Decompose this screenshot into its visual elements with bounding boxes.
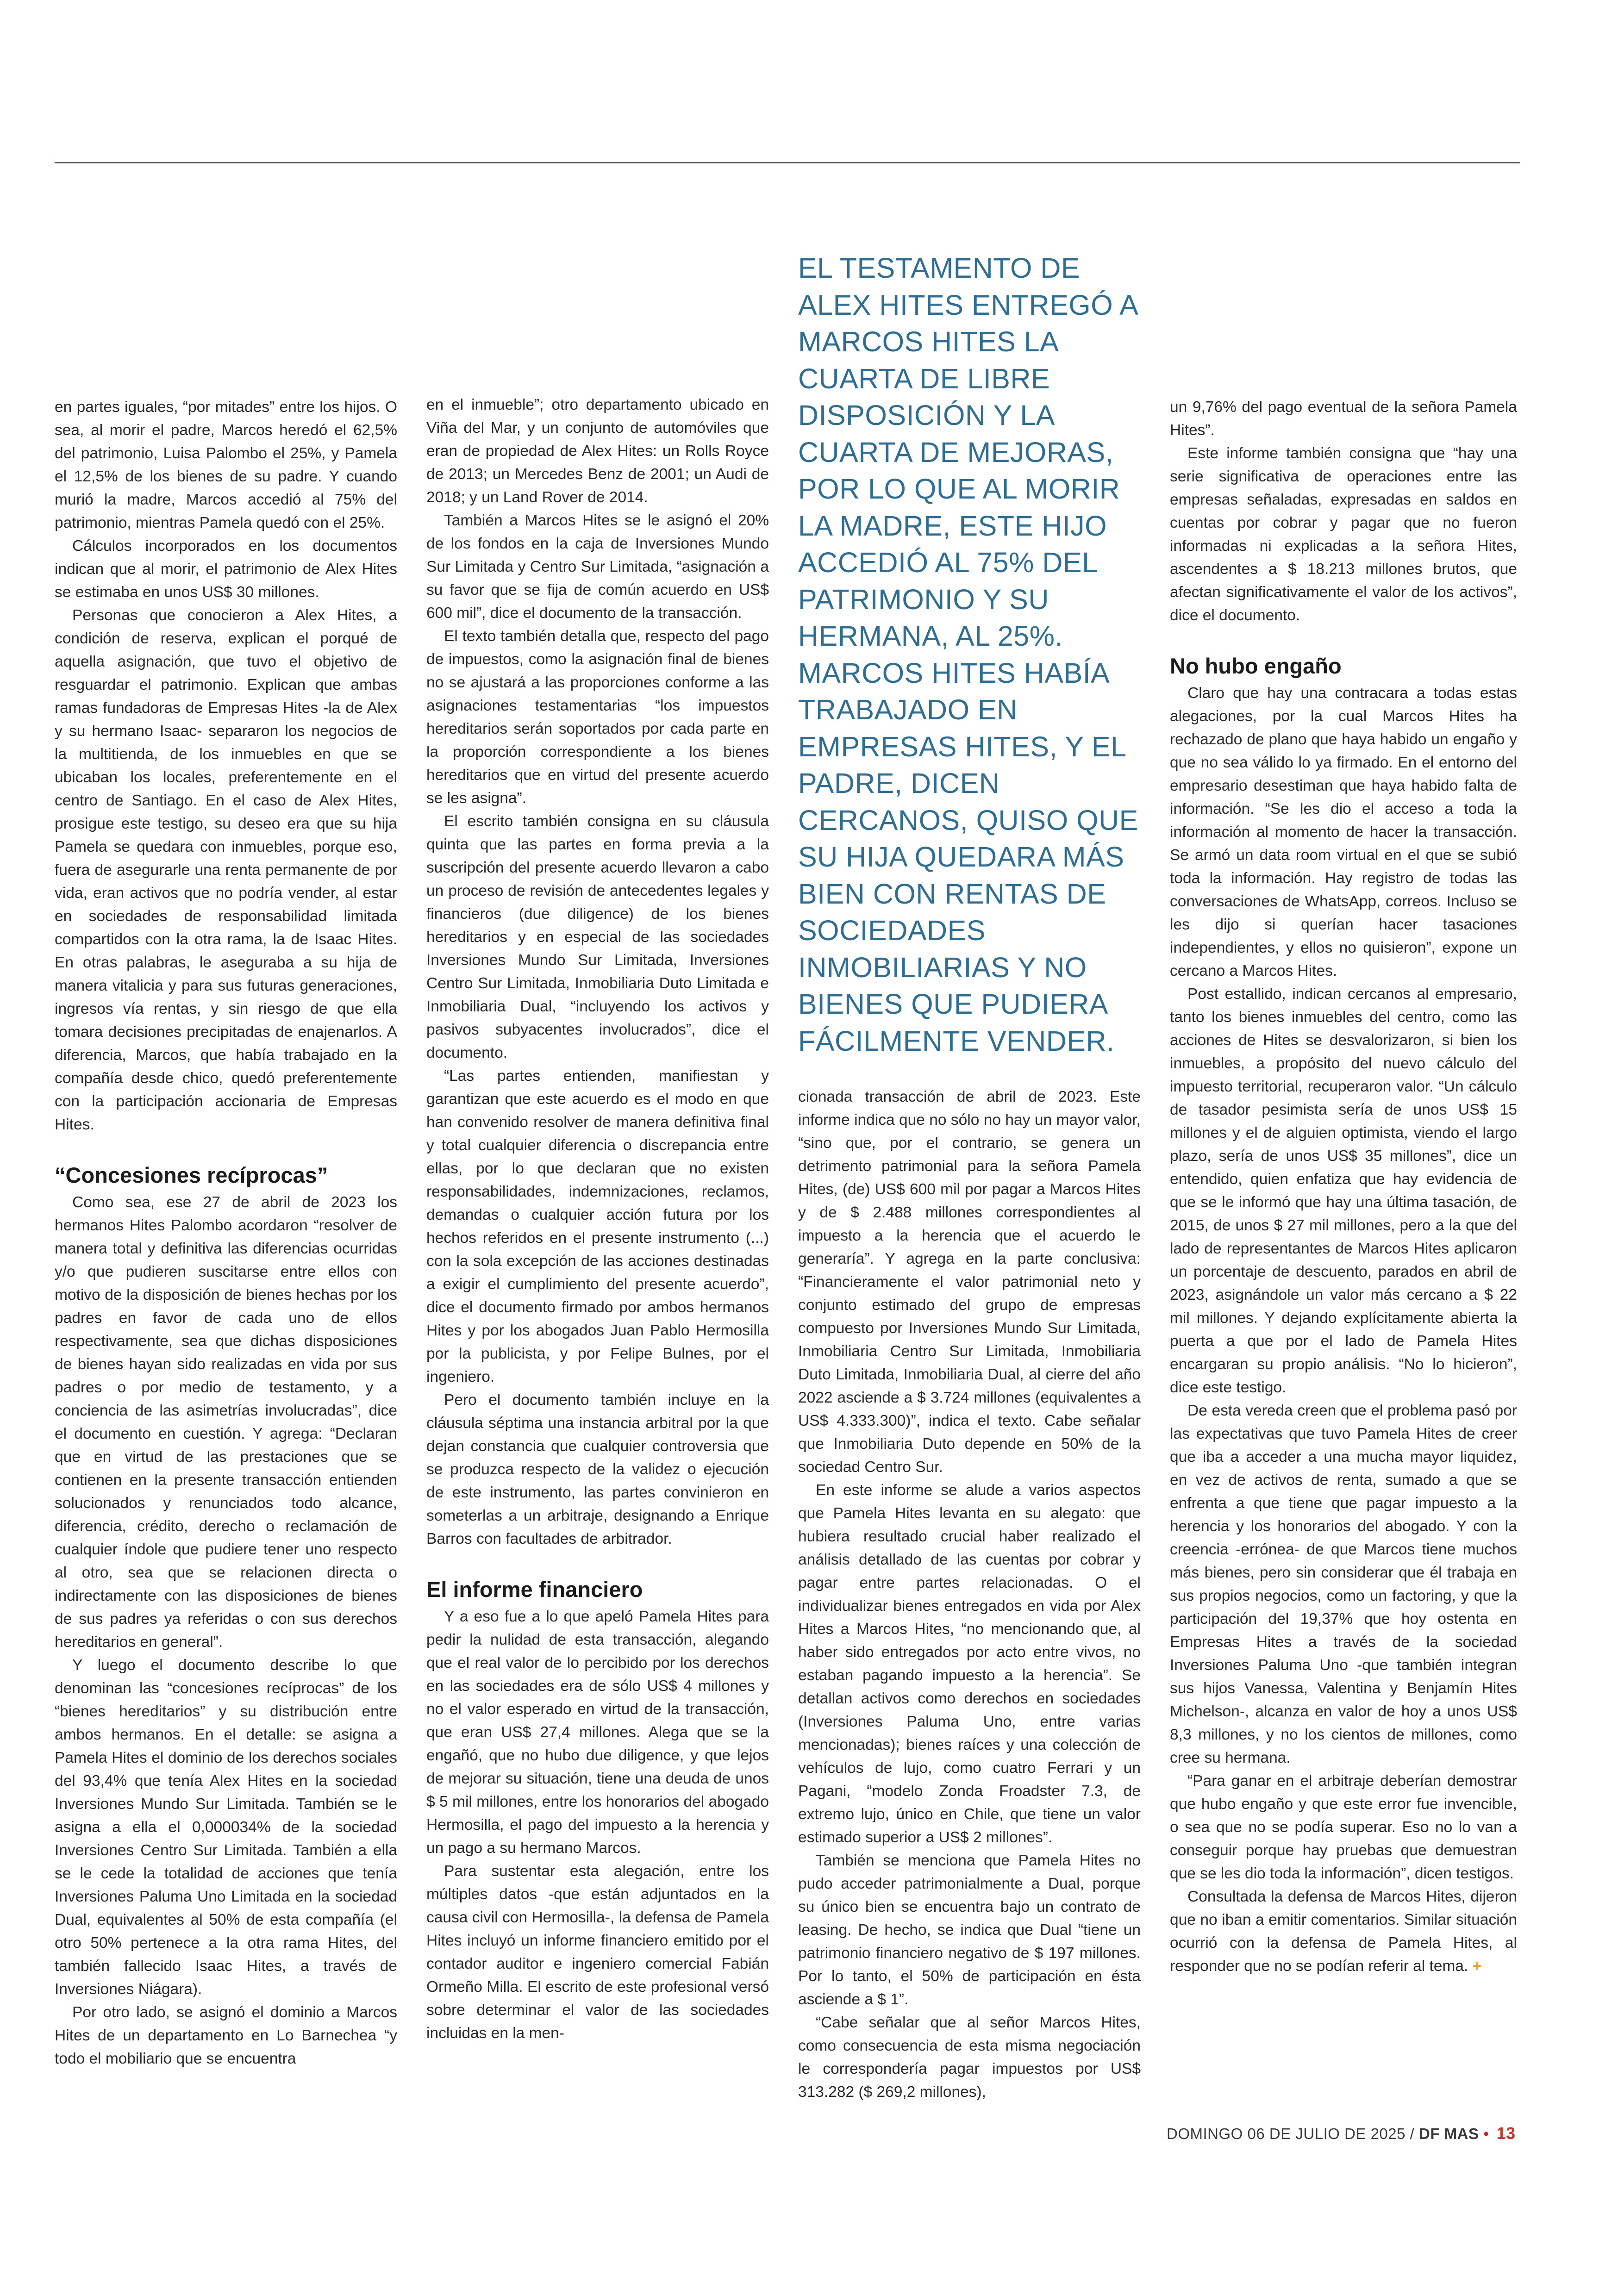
paragraph: en el inmueble”; otro departamento ubicado en Viña del Mar, y un conjunto de automóviles que eran de propiedad de Alex Hites: un Rolls Royce de 2013; un Mercedes Benz de 2001; un Audi de 2018; y un Land Rover de 2014. [426, 396, 769, 506]
paragraph: Cálculos incorporados en los documentos indican que al morir, el patrimonio de Alex Hites se estimaba en unos US$ 30 millones. [55, 537, 397, 601]
paragraph: En este informe se alude a varios aspectos que Pamela Hites levanta en su alegato: que hubiera resultado crucial haber realizado el análisis detallado de las cuentas por cobrar y pagar entre partes relacionadas. O el individualizar bienes entregados en vida por Alex Hites a Marcos Hites, “no mencionando que, al haber sido entregados por acto entre vivos, no estaban pagando impuesto a la herencia”. Se detallan activos como derechos en sociedades (Inversiones Paluma Uno, entre varias mencionadas); bienes raíces y una colección de vehículos de lujo, como cuatro Ferrari y un Pagani, “modelo Zonda Froadster 7.3, de extremo lujo, único en Chile, que tiene un valor estimado superior a US$ 2 millones”. [798, 1482, 1141, 1846]
footer-publication: DF MAS [1419, 2125, 1479, 2142]
paragraph: Para sustentar esta alegación, entre los múltiples datos -que están adjuntados en la causa civil con Hermosilla-, la defensa de Pamela Hites incluyó un informe financiero emitido por el contador auditor e ingeniero comercial Fabián Ormeño Milla. El escrito de este profesional versó sobre determinar el valor de las sociedades incluidas en la men- [426, 1863, 769, 2042]
paragraph: El escrito también consigna en su cláusula quinta que las partes en forma previa a la suscripción del presente acuerdo llevaron a cabo un proceso de revisión de antecedentes legales y financieros (due diligence) de los bienes hereditarios y en especial de las sociedades Inversiones Mundo Sur Limitada, Inversiones Centro Sur Limitada, Inmobiliaria Duto Limitada e Inmobiliaria Dual, “incluyendo los activos y pasivos subyacentes involucrados”, dice el documento. [426, 813, 769, 1061]
paragraph: Por otro lado, se asignó el dominio a Marcos Hites de un departamento en Lo Barnechea “y todo el mobiliario que se encuentra [55, 2004, 397, 2067]
article-column-3 [798, 1085, 1141, 2104]
paragraph: Este informe también consigna que “hay una serie significativa de operaciones entre las empresas señaladas, expresadas en saldos en cuentas por cobrar y pagar que no fueron informadas ni explicadas a la señora Hites, ascendentes a $ 18.213 millones brutos, que afectan significativamente el valor de los activos”, dice el documento. [1170, 445, 1517, 624]
page-footer [1167, 2124, 1516, 2143]
paragraph: Post estallido, indican cercanos al empresario, tanto los bienes inmuebles del centro, como las acciones de Hites se desvalorizaron, si bien los inmuebles, a propósito del nuevo cálculo del impuesto territorial, recuperaron valor. “Un cálculo de tasador pesimista sería de unos US$ 15 millones y el de alguien optimista, viendo el largo plazo, sería de unos US$ 35 millones”, dice un entendido, quien enfatiza que hay evidencia de que se le informó que hay una última tasación, de 2015, de unos $ 27 mil millones, pero a la que del lado de representantes de Marcos Hites aplicaron un porcentaje de descuento, parados en abril de 2023, asignándole un valor más cercano a $ 22 mil millones. Y dejando explícitamente abierta la puerta a que por el lado de Pamela Hites encargaran su propio análisis. “No lo hicieron”, dice este testigo. [1170, 985, 1517, 1396]
end-of-article-mark: + [1472, 1958, 1482, 1975]
paragraph: “Para ganar en el arbitraje deberían demostrar que hubo engaño y que este error fue invencible, o sea que no se podía superar. Eso no lo van a conseguir porque hay pruebas que demuestran que se les dio toda la información”, dicen testigos. [1170, 1772, 1517, 1882]
paragraph: en partes iguales, “por mitades” entre los hijos. O sea, al morir el padre, Marcos heredó el 62,5% del patrimonio, Luisa Palombo el 25%, y Pamela el 12,5% de los bienes de su padre. Y cuando murió la madre, Marcos accedió al 75% del patrimonio, mientras Pamela quedó con el 25%. [55, 399, 397, 531]
paragraph: un 9,76% del pago eventual de la señora Pamela Hites”. [1170, 399, 1517, 439]
paragraph: Pero el documento también incluye en la cláusula séptima una instancia arbitral por la que dejan constancia que cualquier controversia que se produzca respecto de la validez o ejecución de este instrumento, las partes convinieron en someterlas a un arbitraje, designando a Enrique Barros con facultades de arbitrador. [426, 1391, 769, 1547]
paragraph: Claro que hay una contracara a todas estas alegaciones, por la cual Marcos Hites ha rechazado de plano que haya habido un engaño y que no sea válido lo ya firmado. En el entorno del empresario desestiman que haya habido falta de información. “Se les dio el acceso a toda la información al momento de hacer la transacción. Se armó un data room virtual en el que se subió toda la información. Hay registro de todas las conversaciones de WhatsApp, correos. Incluso se les dijo si querían hacer tasaciones independientes, y ellos no quisieron”, expone un cercano a Marcos Hites. [1170, 685, 1517, 979]
top-rule [55, 162, 1520, 163]
paragraph: “Cabe señalar que al señor Marcos Hites, como consecuencia de esta misma negociación le correspondería pagar impuestos por US$ 313.282 ($ 269,2 millones), [798, 2014, 1141, 2101]
paragraph: Y luego el documento describe lo que denominan las “concesiones recíprocas” de los “bienes hereditarios” y su distribución entre ambos hermanos. En el detalle: se asigna a Pamela Hites el dominio de los derechos sociales del 93,4% que tenía Alex Hites en la sociedad Inversiones Mundo Sur Limitada. También se le asigna a ella el 0,000034% de la sociedad Inversiones Centro Sur Limitada. También a ella se le cede la totalidad de acciones que tenía Inversiones Paluma Uno Limitada en la sociedad Dual, equivalentes al 50% de esta compañía (el otro 50% pertenece a la otra rama Hites, del también fallecido Isaac Hites, a través de Inversiones Niágara). [55, 1657, 397, 1998]
article-column-4 [1170, 396, 1517, 1978]
article-column-2 [426, 393, 769, 2045]
section-heading-informe-financiero: El informe financiero [426, 1577, 643, 1602]
page-number: 13 [1496, 2124, 1516, 2143]
paragraph: Personas que conocieron a Alex Hites, a condición de reserva, explican el porqué de aquella asignación, que tuvo el objetivo de resguardar el patrimonio. Explican que ambas ramas fundadoras de Empresas Hites -la de Alex y su hermano Isaac- separaron los negocios de la multitienda, de los inmuebles en que se ubicaban los locales, preferentemente en el centro de Santiago. En el caso de Alex Hites, prosigue este testigo, su deseo era que su hija Pamela se quedara con inmuebles, porque eso, fuera de asegurarle una renta permanente de por vida, eran activos que no podría vender, al estar en sociedades de responsabilidad limitada compartidos con la otra rama, la de Isaac Hites. En otras palabras, le aseguraba a su hija de manera vitalicia y para sus futuras generaciones, ingresos vía rentas, y sin riesgo de que ella tomara decisiones precipitadas de enajenarlos. A diferencia, Marcos, que había trabajado en la compañía desde chico, quedó preferentemente con la participación accionaria de Empresas Hites. [55, 607, 397, 1133]
paragraph: Y a eso fue a lo que apeló Pamela Hites para pedir la nulidad de esta transacción, alegando que el real valor de lo percibido por los derechos en las sociedades era de sólo US$ 4 millones y no el valor esperado en virtud de la transacción, que eran US$ 27,4 millones. Alega que se la engañó, que no hubo due diligence, y que lejos de mejorar su situación, tiene una deuda de unos $ 5 mil millones, entre los honorarios del abogado Hermosilla, el pago del impuesto a la herencia y un pago a su hermano Marcos. [426, 1608, 769, 1857]
paragraph: “Las partes entienden, manifiestan y garantizan que este acuerdo es el modo en que han convenido resolver de manera definitiva final y total cualquier diferencia o discrepancia entre ellas, por lo que declaran que no existen responsabilidades, indemnizaciones, reclamos, demandas o cualquier acción futura por los hechos referidos en el presente instrumento (...) con la sola excepción de las acciones destinadas a exigir el cumplimiento del presente acuerdo”, dice el documento firmado por ambos hermanos Hites y por los abogados Juan Pablo Hermosilla por la publicista, y por Felipe Bulnes, por el ingeniero. [426, 1067, 769, 1385]
paragraph: cionada transacción de abril de 2023. Este informe indica que no sólo no hay un mayor valor, “sino que, por el contrario, se genera un detrimento patrimonial para la señora Pamela Hites, (de) US$ 600 mil por pagar a Marcos Hites y de $ 2.488 millones correspondientes al impuesto a la herencia que el acuerdo le generaría”. Y agrega en la parte conclusiva: “Financieramente el valor patrimonial neto y conjunto estimado del grupo de empresas compuesto por Inversiones Mundo Sur Limitada, Inmobiliaria Centro Sur Limitada, Inmobiliaria Duto Limitada, Inmobiliaria Dual, al cierre del año 2022 asciende a $ 3.724 millones (equivalentes a US$ 4.333.300)”, indica el texto. Cabe señalar que Inmobiliaria Duto depende en 50% de la sociedad Centro Sur. [798, 1088, 1141, 1476]
paragraph: Como sea, ese 27 de abril de 2023 los hermanos Hites Palombo acordaron “resolver de manera total y definitiva las diferencias ocurridas y/o que pudieren suscitarse entre ellos con motivo de la disposición de bienes hechas por los padres en favor de cada uno de ellos respectivamente, sea que dichas disposiciones de bienes hayan sido realizadas en vida por sus padres o por medio de testamento, y a conciencia de las asimetrías involucradas”, dice el documento en cuestión. Y agrega: “Declaran que en virtud de las prestaciones que se contienen en la presente transacción entienden solucionados y renunciados todo alcance, diferencia, crédito, derecho o reclamación de cualquier índole que pudiere tener uno respecto al otro, sea que se relacionen directa o indirectamente con las disposiciones de bienes de sus padres ya referidas o con sus derechos hereditarios en general”. [55, 1194, 397, 1651]
footer-date: DOMINGO 06 DE JULIO DE 2025 / [1167, 2125, 1415, 2142]
section-heading-concesiones: “Concesiones recíprocas” [55, 1163, 328, 1187]
paragraph-final [1170, 1885, 1517, 1978]
paragraph-final-text: Consultada la defensa de Marcos Hites, dijeron que no iban a emitir comentarios. Similar situación ocurrió con la defensa de Pamela Hites, al responder que no se podían referir al tema. [1170, 1888, 1517, 1975]
footer-separator: • [1483, 2125, 1489, 2142]
article-column-1 [55, 396, 397, 2070]
section-heading-no-hubo-engano: No hubo engaño [1170, 654, 1342, 678]
pull-quote: EL TESTAMENTO DE ALEX HITES ENTREGÓ A MARCOS HITES LA CUARTA DE LIBRE DISPOSICIÓN Y LA CUARTA DE MEJORAS, POR LO QUE AL MORIR LA MADRE, ESTE HIJO ACCEDIÓ AL 75% DEL PATRIMONIO Y SU HERMANA, AL 25%. MARCOS HITES HABÍA TRABAJADO EN EMPRESAS HITES, Y EL PADRE, DICEN CERCANOS, QUISO QUE SU HIJA QUEDARA MÁS BIEN CON RENTAS DE SOCIEDADES INMOBILIARIAS Y NO BIENES QUE PUDIERA FÁCILMENTE VENDER. [798, 252, 1138, 1057]
paragraph: También a Marcos Hites se le asignó el 20% de los fondos en la caja de Inversiones Mundo Sur Limitada y Centro Sur Limitada, “asignación a su favor que se fija de común acuerdo en US$ 600 mil”, dice el documento de la transacción. [426, 512, 769, 622]
paragraph: El texto también detalla que, respecto del pago de impuestos, como la asignación final de bienes no se ajustará a las proporciones conforme a las asignaciones testamentarias “los impuestos hereditarios serán soportados por cada parte en la proporción correspondiente a los bienes hereditarios que en virtud del presente acuerdo se les asigna”. [426, 628, 769, 807]
paragraph: De esta vereda creen que el problema pasó por las expectativas que tuvo Pamela Hites de creer que iba a acceder a una mucha mayor liquidez, en vez de activos de renta, sumado a que se enfrenta a que tiene que pagar impuesto a la herencia y los honorarios del abogado. Y con la creencia -errónea- de que Marcos tiene muchos más bienes, pero sin considerar que él trabaja en sus propios negocios, como un factoring, y que la participación del 19,37% que hoy ostenta en Empresas Hites a través de la sociedad Inversiones Paluma Uno -que también integran sus hijos Vanessa, Valentina y Benjamín Hites Michelson-, alcanza en valor de hoy a unos US$ 8,3 millones, y no los cientos de millones, como cree su hermana. [1170, 1402, 1517, 1766]
paragraph: También se menciona que Pamela Hites no pudo acceder patrimonialmente a Dual, porque su único bien se encuentra bajo un contrato de leasing. De hecho, se indica que Dual “tiene un patrimonio financiero negativo de $ 197 millones. Por lo tanto, el 50% de participación en ésta asciende a $ 1”. [798, 1852, 1141, 2008]
